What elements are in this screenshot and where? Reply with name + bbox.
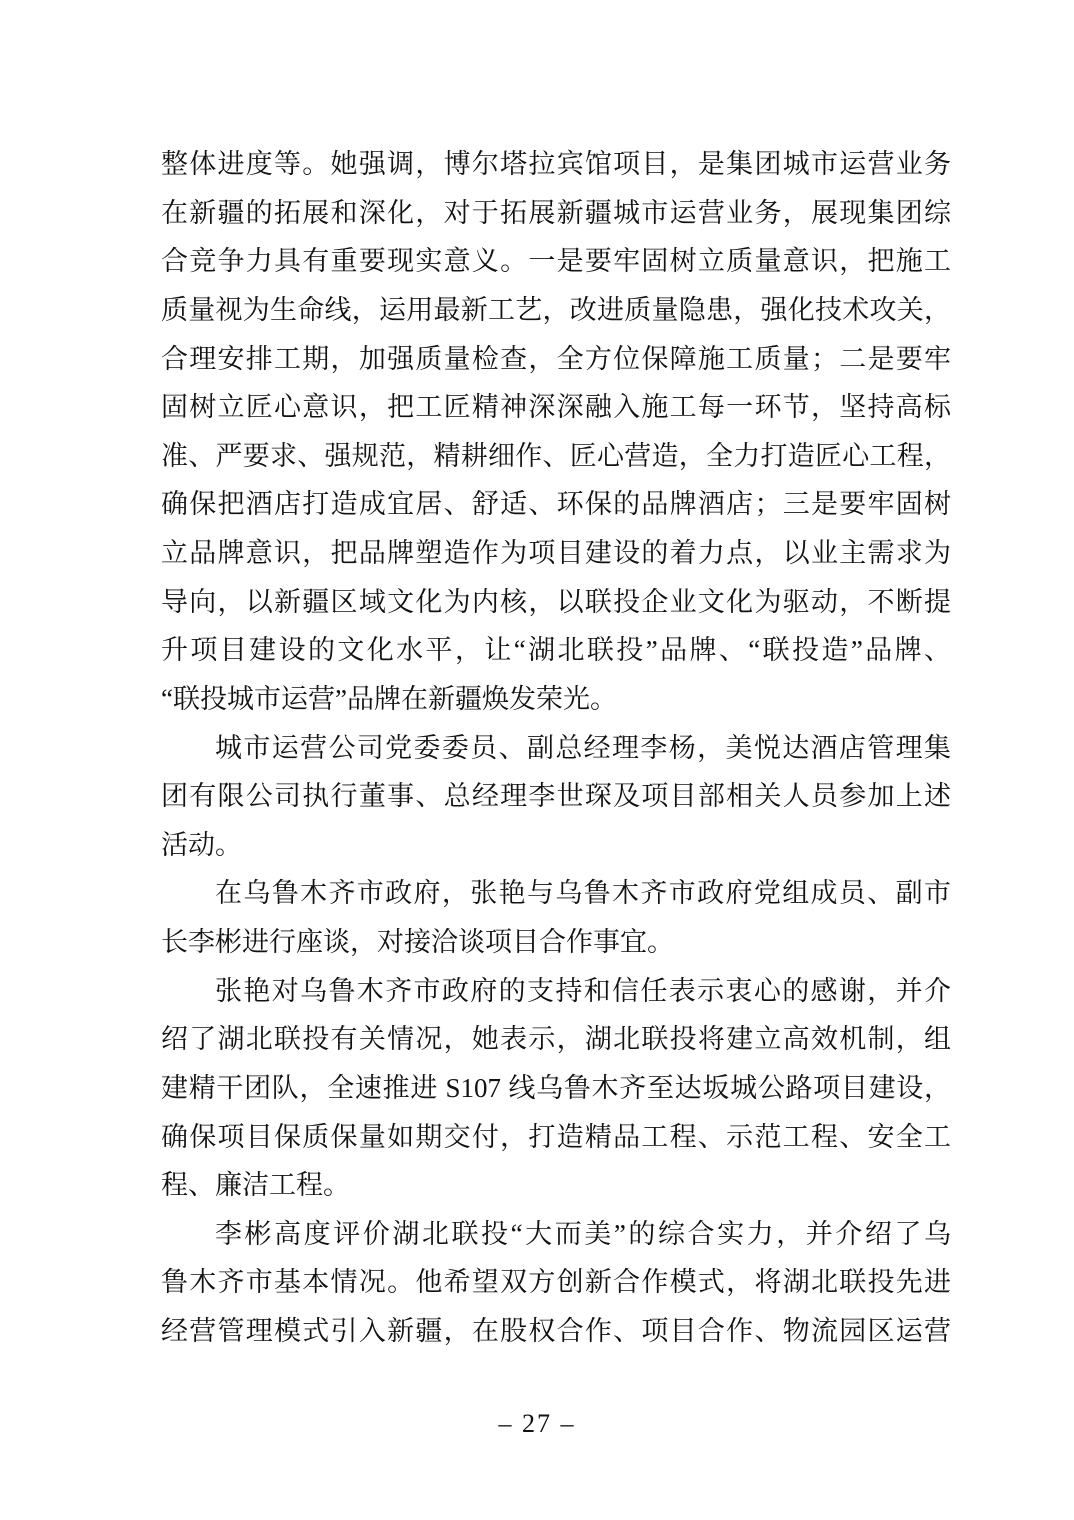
text-line: 活动。 bbox=[161, 829, 242, 860]
text-line: 李彬高度评价湖北联投“大而美”的综合实力，并介绍了乌 bbox=[215, 1218, 951, 1249]
text-line: 合竞争力具有重要现实意义。一是要牢固树立质量意识，把施工 bbox=[161, 246, 951, 277]
text-line: 固树立匠心意识，把工匠精神深深融入施工每一环节，坚持高标 bbox=[161, 392, 951, 423]
text-line: 经营管理模式引入新疆，在股权合作、项目合作、物流园区运营 bbox=[161, 1316, 951, 1346]
text-line: 长李彬进行座谈，对接洽谈项目合作事宜。 bbox=[161, 927, 674, 957]
text-line: 在乌鲁木齐市政府，张艳与乌鲁木齐市政府党组成员、副市 bbox=[215, 878, 951, 909]
paragraph-1 bbox=[161, 140, 951, 724]
text-line: 整体进度等。她强调，博尔塔拉宾馆项目，是集团城市运营业务 bbox=[161, 149, 951, 179]
text-line: 质量视为生命线，运用最新工艺，改进质量隐患，强化技术攻关， bbox=[161, 294, 951, 325]
text-line: 确保项目保质保量如期交付，打造精品工程、示范工程、安全工 bbox=[161, 1121, 951, 1152]
page-number: – 27 – bbox=[498, 1409, 576, 1438]
text-line: 立品牌意识，把品牌塑造作为项目建设的着力点，以业主需求为 bbox=[161, 538, 951, 568]
paragraph-4 bbox=[161, 967, 951, 1210]
text-line: 团有限公司执行董事、总经理李世琛及项目部相关人员参加上述 bbox=[161, 781, 951, 812]
text-line: 张艳对乌鲁木齐市政府的支持和信任表示衷心的感谢，并介 bbox=[215, 975, 951, 1006]
text-line: 准、严要求、强规范，精耕细作、匠心营造，全力打造匠心工程， bbox=[161, 440, 951, 471]
text-line: 程、廉洁工程。 bbox=[161, 1170, 350, 1201]
text-line: 鲁木齐市基本情况。他希望双方创新合作模式，将湖北联投先进 bbox=[161, 1267, 951, 1298]
paragraph-3 bbox=[161, 869, 951, 966]
text-line: 城市运营公司党委委员、副总经理李杨，美悦达酒店管理集 bbox=[215, 732, 951, 763]
paragraph-2 bbox=[161, 724, 951, 870]
text-line: 在新疆的拓展和深化，对于拓展新疆城市运营业务，展现集团综 bbox=[161, 197, 951, 228]
text-line: 绍了湖北联投有关情况，她表示，湖北联投将建立高效机制，组 bbox=[161, 1024, 951, 1055]
paragraph-5 bbox=[161, 1210, 951, 1356]
text-line: 合理安排工期，加强质量检查，全方位保障施工质量；二是要牢 bbox=[161, 343, 951, 374]
text-line: “联投城市运营”品牌在新疆焕发荣光。 bbox=[161, 683, 617, 714]
text-line: 确保把酒店打造成宜居、舒适、环保的品牌酒店；三是要牢固树 bbox=[161, 489, 951, 520]
text-line: 导向，以新疆区域文化为内核，以联投企业文化为驱动，不断提 bbox=[161, 586, 951, 617]
text-line: 建精干团队，全速推进 S107 线乌鲁木齐至达坂城公路项目建设， bbox=[161, 1072, 951, 1103]
text-line: 升项目建设的文化水平，让“湖北联投”品牌、“联投造”品牌、 bbox=[161, 635, 951, 666]
body-text bbox=[161, 140, 951, 1356]
